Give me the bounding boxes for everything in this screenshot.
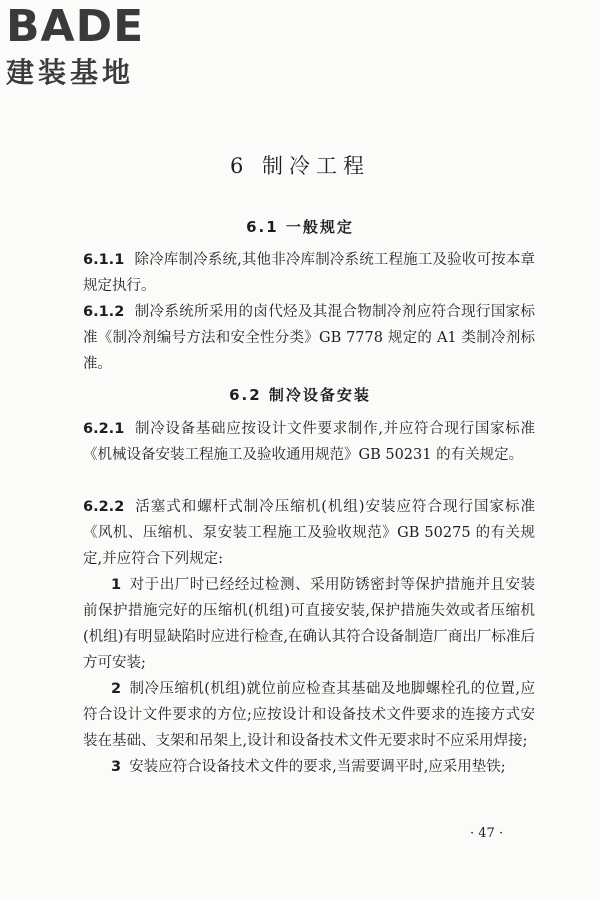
- clause-text: 除冷库制冷系统,其他非冷库制冷系统工程施工及验收可按本章规定执行。: [83, 252, 535, 294]
- section-heading-6-1: 6.1 一般规定: [246, 218, 354, 236]
- item-text: 安装应符合设备技术文件的要求,当需要调平时,应采用垫铁;: [129, 759, 506, 775]
- list-item-3: [83, 754, 535, 780]
- clause-text: 制冷设备基础应按设计文件要求制作,并应符合现行国家标准《机械设备安装工程施工及验收通用规范》GB 50231 的有关规定。: [83, 421, 535, 463]
- clause-6-1-2: [83, 299, 535, 377]
- page-number: · 47 ·: [470, 826, 504, 841]
- item-number: 2: [111, 681, 122, 697]
- logo: [6, 2, 176, 90]
- clause-text: 活塞式和螺杆式制冷压缩机(机组)安装应符合现行国家标准《风机、压缩机、泵安装工程施工及验收规范》GB 50275 的有关规定,并应符合下列规定:: [83, 499, 535, 567]
- clause-number: 6.1.2: [83, 304, 125, 320]
- clause-6-2-2: [83, 494, 535, 572]
- clause-6-2-1: [83, 416, 535, 468]
- logo-brand: BADE: [6, 2, 145, 52]
- item-number: 3: [111, 759, 122, 775]
- clause-number: 6.2.1: [83, 421, 125, 437]
- logo-subtitle: 建装基地: [6, 56, 135, 89]
- section-heading-6-2: 6.2 制冷设备安装: [229, 386, 371, 404]
- list-item-1: [83, 572, 535, 676]
- chapter-title: 6 制冷工程: [229, 154, 371, 178]
- item-text: 制冷压缩机(机组)就位前应检查其基础及地脚螺栓孔的位置,应符合设计文件要求的方位;应按设计和设备技术文件要求的连接方式安装在基础、支架和吊架上,设计和设备技术文件无要求时不应采用焊接;: [83, 681, 535, 749]
- clause-6-1-1: [83, 247, 535, 299]
- item-number: 1: [111, 577, 122, 593]
- clause-number: 6.2.2: [83, 499, 125, 515]
- clause-number: 6.1.1: [83, 252, 125, 268]
- item-text: 对于出厂时已经经过检测、采用防锈密封等保护措施并且安装前保护措施完好的压缩机(机组)可直接安装,保护措施失效或者压缩机(机组)有明显缺陷时应进行检查,在确认其符合设备制造厂商出厂标准后方可安装;: [83, 577, 535, 671]
- list-item-2: [83, 676, 535, 754]
- clause-text: 制冷系统所采用的卤代烃及其混合物制冷剂应符合现行国家标准《制冷剂编号方法和安全性分类》GB 7778 规定的 A1 类制冷剂标准。: [83, 304, 535, 372]
